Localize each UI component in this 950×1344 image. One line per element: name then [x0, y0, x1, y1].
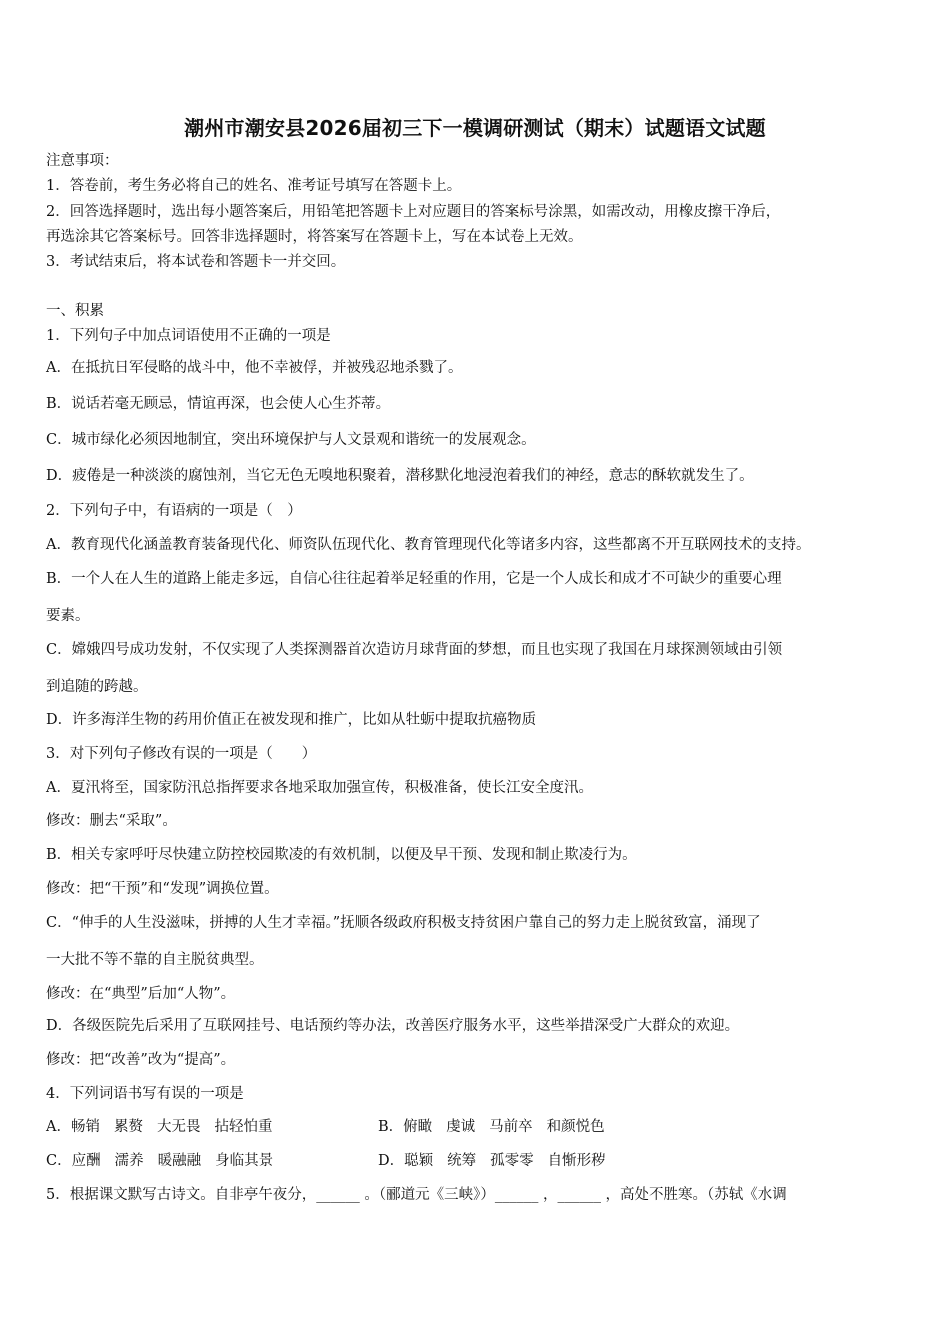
option-b-fix: 修改：把“干预”和“发现”调换位置。	[46, 881, 279, 897]
option-row	[378, 1151, 606, 1171]
word: 畅销	[70, 1119, 100, 1135]
question-stem: 1．下列句子中加点词语使用不正确的一项是	[46, 328, 331, 344]
word: 和颜悦色	[546, 1119, 605, 1135]
word: 累赘	[113, 1119, 143, 1135]
option-a: A．在抵抗日军侵略的战斗中，他不幸被俘，并被残忍地杀戮了。	[46, 360, 463, 376]
word: 应酬	[71, 1153, 101, 1169]
option-c-continued: 到追随的跨越。	[46, 679, 148, 695]
option-a: A．夏汛将至，国家防汛总指挥要求各地采取加强宣传，积极准备，使长江安全度汛。	[46, 780, 593, 796]
notice-item: 3．考试结束后，将本试卷和答题卡一并交回。	[46, 254, 346, 270]
option-b: B．一个人在人生的道路上能走多远，自信心往往起着举足轻重的作用，它是一个人成长和成才不可缺少的重要心理	[46, 571, 782, 587]
word: 虔诚	[446, 1119, 476, 1135]
section-heading: 一、积累	[46, 303, 104, 319]
notice-item: 1．答卷前，考生务必将自己的姓名、准考证号填写在答题卡上。	[46, 178, 462, 194]
notice-item: 2．回答选择题时，选出每小题答案后，用铅笔把答题卡上对应题目的答案标号涂黑，如需改动，用橡皮擦干净后，	[46, 204, 781, 220]
option-b-label: B．	[378, 1119, 404, 1135]
notice-item: 再选涂其它答案标号。回答非选择题时，将答案写在答题卡上，写在本试卷上无效。	[46, 229, 583, 245]
word: 俯瞰	[403, 1119, 433, 1135]
option-row	[378, 1117, 605, 1137]
word: 自惭形秽	[547, 1153, 606, 1169]
page-title: 潮州市潮安县2026届初三下一模调研测试（期末）试题语文试题	[184, 116, 766, 140]
question-stem: 5．根据课文默写古诗文。自非亭午夜分，______ 。（郦道元《三峡》）______ ，______ ，高处不胜寒。（苏轼《水调	[46, 1187, 787, 1203]
option-c: C．嫦娥四号成功发射，不仅实现了人类探测器首次造访月球背面的梦想，而且也实现了我国在月球探测领域由引领	[46, 642, 783, 658]
option-b: B．相关专家呼吁尽快建立防控校园欺凌的有效机制，以便及早干预、发现和制止欺凌行为。	[46, 847, 637, 863]
word: 拈轻怕重	[214, 1119, 273, 1135]
word: 大无畏	[156, 1119, 201, 1135]
option-row	[46, 1151, 273, 1171]
option-c: C．城市绿化必须因地制宜，突出环境保护与人文景观和谐统一的发展观念。	[46, 432, 536, 448]
option-row	[46, 1117, 272, 1137]
option-d-fix: 修改：把“改善”改为“提高”。	[46, 1052, 236, 1068]
option-a-label: A．	[46, 1119, 71, 1135]
option-c-label: C．	[46, 1153, 72, 1169]
option-d: D．各级医院先后采用了互联网挂号、电话预约等办法，改善医疗服务水平，这些举措深受广大群众的欢迎。	[46, 1018, 740, 1034]
option-b-continued: 要素。	[46, 608, 90, 624]
question-stem: 2．下列句子中，有语病的一项是（ ）	[46, 503, 302, 519]
word: 马前卒	[489, 1119, 533, 1135]
option-d: D．疲倦是一种淡淡的腐蚀剂，当它无色无嗅地积聚着，潜移默化地浸泡着我们的神经，意志的酥软就发生了。	[46, 468, 754, 484]
option-d-label: D．	[378, 1153, 405, 1169]
notice-heading: 注意事项：	[46, 153, 119, 169]
word: 孤零零	[490, 1153, 534, 1169]
word: 暖融融	[157, 1153, 202, 1169]
word: 统筹	[447, 1153, 477, 1169]
option-a-fix: 修改：删去“采取”。	[46, 813, 177, 829]
word: 濡养	[114, 1153, 144, 1169]
word: 身临其景	[215, 1153, 274, 1169]
option-c-continued: 一大批不等不靠的自主脱贫典型。	[46, 952, 264, 968]
word: 聪颖	[404, 1153, 434, 1169]
option-c: C．“伸手的人生没滋味，拼搏的人生才幸福。”抚顺各级政府积极支持贫困户靠自己的努力走上脱贫致富，涌现了	[46, 915, 761, 931]
option-c-fix: 修改：在“典型”后加“人物”。	[46, 986, 236, 1002]
option-a: A．教育现代化涵盖教育装备现代化、师资队伍现代化、教育管理现代化等诸多内容，这些都离不开互联网技术的支持。	[46, 537, 811, 553]
question-stem: 4．下列词语书写有误的一项是	[46, 1086, 244, 1102]
option-d: D．许多海洋生物的药用价值正在被发现和推广，比如从牡蛎中提取抗癌物质	[46, 712, 537, 728]
question-stem: 3．对下列句子修改有误的一项是（ ）	[46, 746, 317, 762]
option-b: B．说话若毫无顾忌，情谊再深，也会使人心生芥蒂。	[46, 396, 391, 412]
